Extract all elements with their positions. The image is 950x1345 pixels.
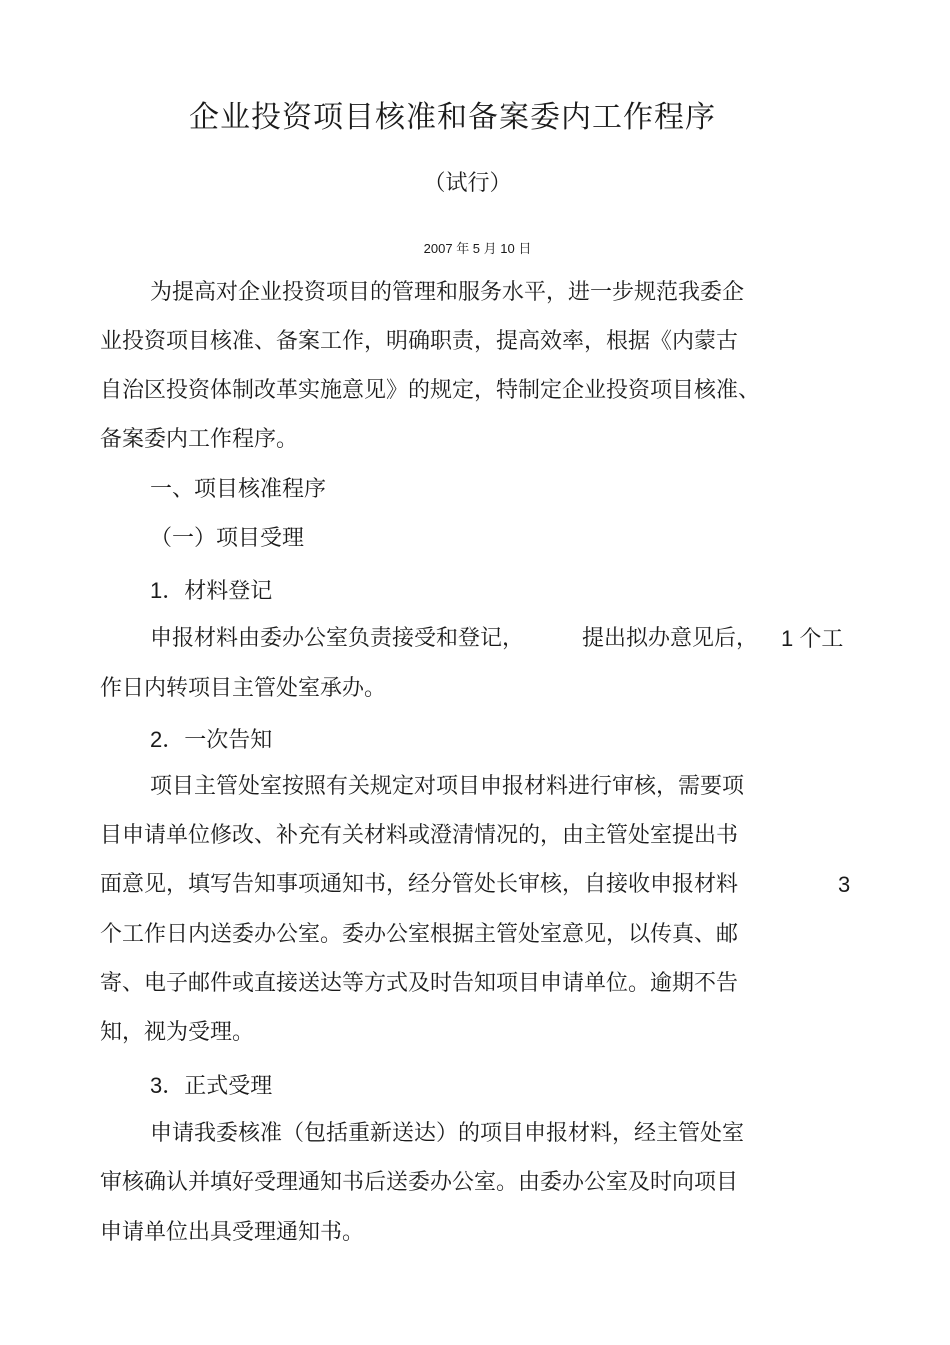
item-3-line-1: 申请我委核准（包括重新送达）的项目申报材料，经主管处室 — [150, 1121, 745, 1146]
intro-line-2: 业投资项目核准、备案工作，明确职责，提高效率，根据《内蒙古 — [100, 329, 739, 354]
item-2-heading: 2．一次告知 — [150, 727, 273, 752]
item-1-line-1-part-3: 1 个工 — [781, 626, 844, 651]
item-2-line-3-number: 3 — [838, 872, 851, 897]
item-3-line-3: 申请单位出具受理通知书。 — [100, 1220, 365, 1245]
item-1-heading: 1．材料登记 — [150, 578, 273, 603]
item-1-line-1-part-1: 申报材料由委办公室负责接受和登记， — [150, 626, 525, 651]
document-subtitle: （试行） — [423, 171, 512, 196]
item-2-line-4: 个工作日内送委办公室。委办公室根据主管处室意见，以传真、邮 — [100, 922, 739, 947]
subsection-heading: （一）项目受理 — [150, 526, 305, 551]
item-1-line-1-part-2: 提出拟办意见后， — [582, 626, 759, 651]
item-2-line-5: 寄、电子邮件或直接送达等方式及时告知项目申请单位。逾期不告 — [100, 971, 739, 996]
intro-line-3: 自治区投资体制改革实施意见》的规定，特制定企业投资项目核准、 — [100, 378, 761, 403]
document-title: 企业投资项目核准和备案委内工作程序 — [189, 100, 716, 135]
intro-line-1: 为提高对企业投资项目的管理和服务水平，进一步规范我委企 — [150, 280, 745, 305]
item-3-line-2: 审核确认并填好受理通知书后送委办公室。由委办公室及时向项目 — [100, 1170, 739, 1195]
item-2-line-2: 目申请单位修改、补充有关材料或澄清情况的，由主管处室提出书 — [100, 823, 739, 848]
item-2-line-1: 项目主管处室按照有关规定对项目申报材料进行审核，需要项 — [150, 774, 745, 799]
intro-line-4: 备案委内工作程序。 — [100, 427, 299, 452]
section-heading: 一、项目核准程序 — [150, 477, 327, 502]
item-3-heading: 3．正式受理 — [150, 1073, 273, 1098]
item-2-line-3: 面意见，填写告知事项通知书，经分管处长审核，自接收申报材料 — [100, 872, 739, 897]
document-date: 2007 年 5 月 10 日 — [423, 241, 532, 256]
item-1-line-2: 作日内转项目主管处室承办。 — [100, 676, 387, 701]
item-2-line-6: 知，视为受理。 — [100, 1020, 255, 1045]
